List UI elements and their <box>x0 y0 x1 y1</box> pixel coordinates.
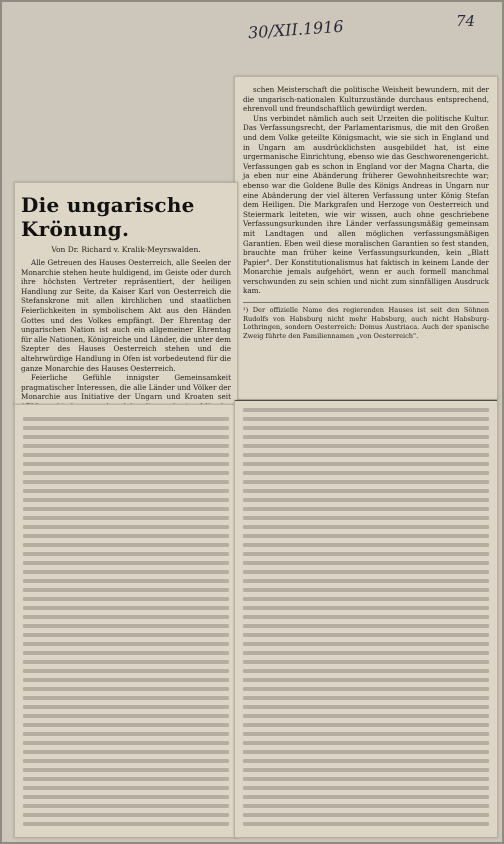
article-byline: Von Dr. Richard v. Kralik-Meyrswalden. <box>51 245 201 254</box>
scanned-page <box>2 2 502 842</box>
footnote: ¹) Der offizielle Name des regierenden Hauses ist seit den Söhnen Rudolfs von Habsburg nicht mehr Habsburg, auch nicht Habsburg-Lothringen, sondern Oesterreich: Domus Austriaca. Auch der spanische Zweig führte den Familiennamen „von Oesterreich". <box>243 302 489 340</box>
handwritten-date: 30/XII.1916 <box>247 16 345 43</box>
left-paragraph: Alle Getreuen des Hauses Oesterreich, alle Seelen der Monarchie stehen heute huldigend, im Geiste oder durch ihre höchsten Vertreter repräsentiert, der heiligen Handlung zur Seite, da Kaiser Karl von Oesterreich die Stefanskrone mit allen kirchlichen und staatlichen Feierlichkeiten in symbolischem Akt aus den Händen Gottes und des Volkes empfängt. Der Ehrentag der ungarischen Nation ist auch ein allgemeiner Ehrentag für alle Nationen, Königreiche und Länder, die unter dem Szepter des Hauses Oesterreich stehen und die altehrwürdige Handlung in Ofen ist vorbedeutend für die ganze Monarchie des Hauses Oesterreich. <box>21 258 231 373</box>
clipping-left-column <box>14 182 238 406</box>
article-title: Die ungarische Krönung. <box>21 193 195 241</box>
column-divider-rule <box>235 400 497 401</box>
left-paragraph: Feierliche Gefühle innigster Gemeinsamkeit pragmatischer Interessen, die alle Länder und Völker der Monarchie aus Initiative der Ungarn und Kroaten seit <box>21 373 231 402</box>
reversed-text-block <box>235 401 497 837</box>
right-column-text <box>243 85 489 296</box>
clipping-right-column <box>234 76 498 400</box>
right-paragraph: Uns verbindet nämlich auch seit Urzeiten die politische Kultur. Das Verfassungsrecht, der Parlamentarismus, die mit den Großen und dem Volke geteilte Königsmacht, wie sie sich in England und in Ungarn am ausdrücklichsten ausgebildet hat, ist eine urgermanische Einrichtung, ebenso wie das Geschworenengericht. Verfassungen gab es schon in England vor der Magna Charta, die ja eben nur eine Abänderung früherer Gewohnheitsrechte war; ebenso war die Goldene Bulle des Königs Andreas in Ungarn nur eine Abänderung der viel älteren Verfassung unter König Stefan dem Heiligen. Die Markgrafen und Herzoge von Oesterreich und Steiermark leiteten, wie wir wissen, auch ohne geschriebene Verfassungsurkunden ihre Länder verfassungsmäßig gemeinsam mit Landtagen und allen möglichen verfassungsmäßigen Garantien. Eben weil diese moralischen Garantien so fest standen, brauchte man früher keine Verfassungsurkunden, kein „Blatt Papier". Der Konstitutionalismus hat faktisch in keinem Lande der Monarchie jemals aufgehört, wenn er auch formell manchmal verschwunden zu sein schien und nicht zum sinnfälligen Ausdruck kam. <box>243 113 489 296</box>
right-paragraph: schen Meisterschaft die politische Weisheit bewundern, mit der die ungarisch-nationalen Kulturzustände durchaus entsprechend, ehrenvoll und freundschaftlich gewürdigt werden. <box>243 85 489 114</box>
show-through-lower-left <box>14 404 238 838</box>
show-through-lower-right <box>234 400 498 838</box>
reversed-text-block <box>15 405 237 837</box>
handwritten-page-number: 74 <box>456 12 476 30</box>
